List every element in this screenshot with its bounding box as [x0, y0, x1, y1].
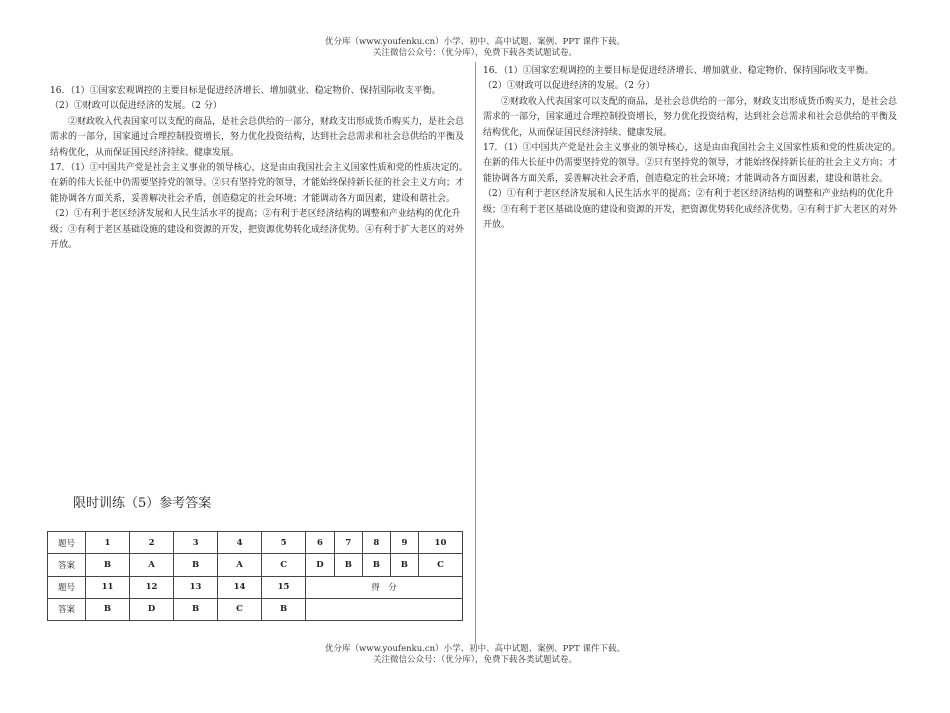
- table-cell: B: [362, 554, 390, 576]
- column-divider: [475, 62, 476, 644]
- table-row: [48, 554, 463, 576]
- table-cell: C: [418, 554, 462, 576]
- score-cell[interactable]: [306, 598, 463, 620]
- q17-part1: 17．（1）①中国共产党是社会主义事业的领导核心，这是由由我国社会主义国家性质和党的性质决定的。在新的伟大长征中仍需要坚持党的领导。②只有坚持党的领导，才能始终保持新长征的社会主义方向；才能协调各方面关系，妥善解决社会矛盾，创造稳定的社会环境；才能调动各方面因素，建设和谐社会。: [50, 163, 468, 204]
- q16-part2-a: （2）①财政可以促进经济的发展。（2 分）: [50, 101, 222, 112]
- table-row: [48, 532, 463, 554]
- table-cell: C: [262, 554, 306, 576]
- table-cell: 9: [390, 532, 418, 554]
- table-cell: 14: [218, 576, 262, 598]
- row-label-answer: 答案: [48, 598, 86, 620]
- header-line-2: 关注微信公众号：（优分库），免费下载各类试题试卷。: [372, 48, 577, 58]
- q17-part2: （2）①有利于老区经济发展和人民生活水平的提高；②有利于老区经济结构的调整和产业结构的优化升级；③有利于老区基础设施的建设和资源的开发，把资源优势转化成经济优势。④有利于扩大老区的对外开放。: [50, 209, 465, 251]
- score-label: 得 分: [306, 576, 463, 598]
- header-line-1: 优分库（www.youfenku.cn）小学、初中、高中试题、案例、PPT 课件下载。: [325, 37, 625, 47]
- table-cell: B: [390, 554, 418, 576]
- footer-line-2: 关注微信公众号：（优分库），免费下载各类试题试卷。: [372, 655, 577, 665]
- table-row: [48, 576, 463, 598]
- left-column: [50, 84, 468, 253]
- row-label-answer: 答案: [48, 554, 86, 576]
- q17-part1: 17．（1）①中国共产党是社会主义事业的领导核心，这是由由我国社会主义国家性质和党的性质决定的。在新的伟大长征中仍需要坚持党的领导。②只有坚持党的领导，才能始终保持新长征的社会主义方向；才能协调各方面关系，妥善解决社会矛盾，创造稳定的社会环境；才能调动各方面因素，建设和谐社会。: [483, 143, 901, 184]
- table-cell: 10: [418, 532, 462, 554]
- table-cell: 15: [262, 576, 306, 598]
- section-title: 限时训练（5）参考答案: [73, 496, 212, 511]
- table-cell: 12: [130, 576, 174, 598]
- table-cell: 2: [130, 532, 174, 554]
- table-cell: 11: [86, 576, 130, 598]
- table-cell: B: [262, 598, 306, 620]
- table-cell: B: [86, 598, 130, 620]
- q16-part2-b: ②财政收入代表国家可以支配的商品，是社会总供给的一部分，财政支出形成货币购买力，是社会总需求的一部分，国家通过合理控制投资增长，努力优化投资结构，达到社会总需求和社会总供给的平衡及结构优化，从而保证国民经济持续、健康发展。: [483, 96, 898, 138]
- table-cell: 1: [86, 532, 130, 554]
- page-header: [0, 37, 950, 59]
- q16-part1: 16．（1）①国家宏观调控的主要目标是促进经济增长、增加就业、稳定物价、保持国际收支平衡。: [50, 86, 441, 96]
- table-cell: B: [174, 598, 218, 620]
- table-cell: 4: [218, 532, 262, 554]
- table-cell: 3: [174, 532, 218, 554]
- row-label-number: 题号: [48, 576, 86, 598]
- table-cell: B: [86, 554, 130, 576]
- q16-part2-b: ②财政收入代表国家可以支配的商品，是社会总供给的一部分，财政支出形成货币购买力，是社会总需求的一部分，国家通过合理控制投资增长，努力优化投资结构，达到社会总需求和社会总供给的平衡及结构优化，从而保证国民经济持续、健康发展。: [50, 116, 465, 158]
- table-cell: A: [130, 554, 174, 576]
- table-cell: D: [130, 598, 174, 620]
- table-cell: B: [334, 554, 362, 576]
- table-cell: D: [306, 554, 335, 576]
- page-footer: [0, 644, 950, 666]
- table-cell: A: [218, 554, 262, 576]
- footer-line-1: 优分库（www.youfenku.cn）小学、初中、高中试题、案例、PPT 课件下载。: [325, 644, 625, 654]
- q16-part1: 16．（1）①国家宏观调控的主要目标是促进经济增长、增加就业、稳定物价、保持国际收支平衡。: [483, 66, 874, 76]
- table-cell: B: [174, 554, 218, 576]
- table-cell: C: [218, 598, 262, 620]
- row-label-number: 题号: [48, 532, 86, 554]
- q16-part2-a: （2）①财政可以促进经济的发展。（2 分）: [483, 81, 655, 92]
- right-column: [483, 64, 903, 233]
- table-cell: 6: [306, 532, 335, 554]
- table-cell: 8: [362, 532, 390, 554]
- table-cell: 7: [334, 532, 362, 554]
- answer-table: [47, 531, 463, 621]
- table-cell: 5: [262, 532, 306, 554]
- table-cell: 13: [174, 576, 218, 598]
- table-row: [48, 598, 463, 620]
- q17-part2: （2）①有利于老区经济发展和人民生活水平的提高；②有利于老区经济结构的调整和产业结构的优化升级；③有利于老区基础设施的建设和资源的开发，把资源优势转化成经济优势。④有利于扩大老区的对外开放。: [483, 189, 898, 231]
